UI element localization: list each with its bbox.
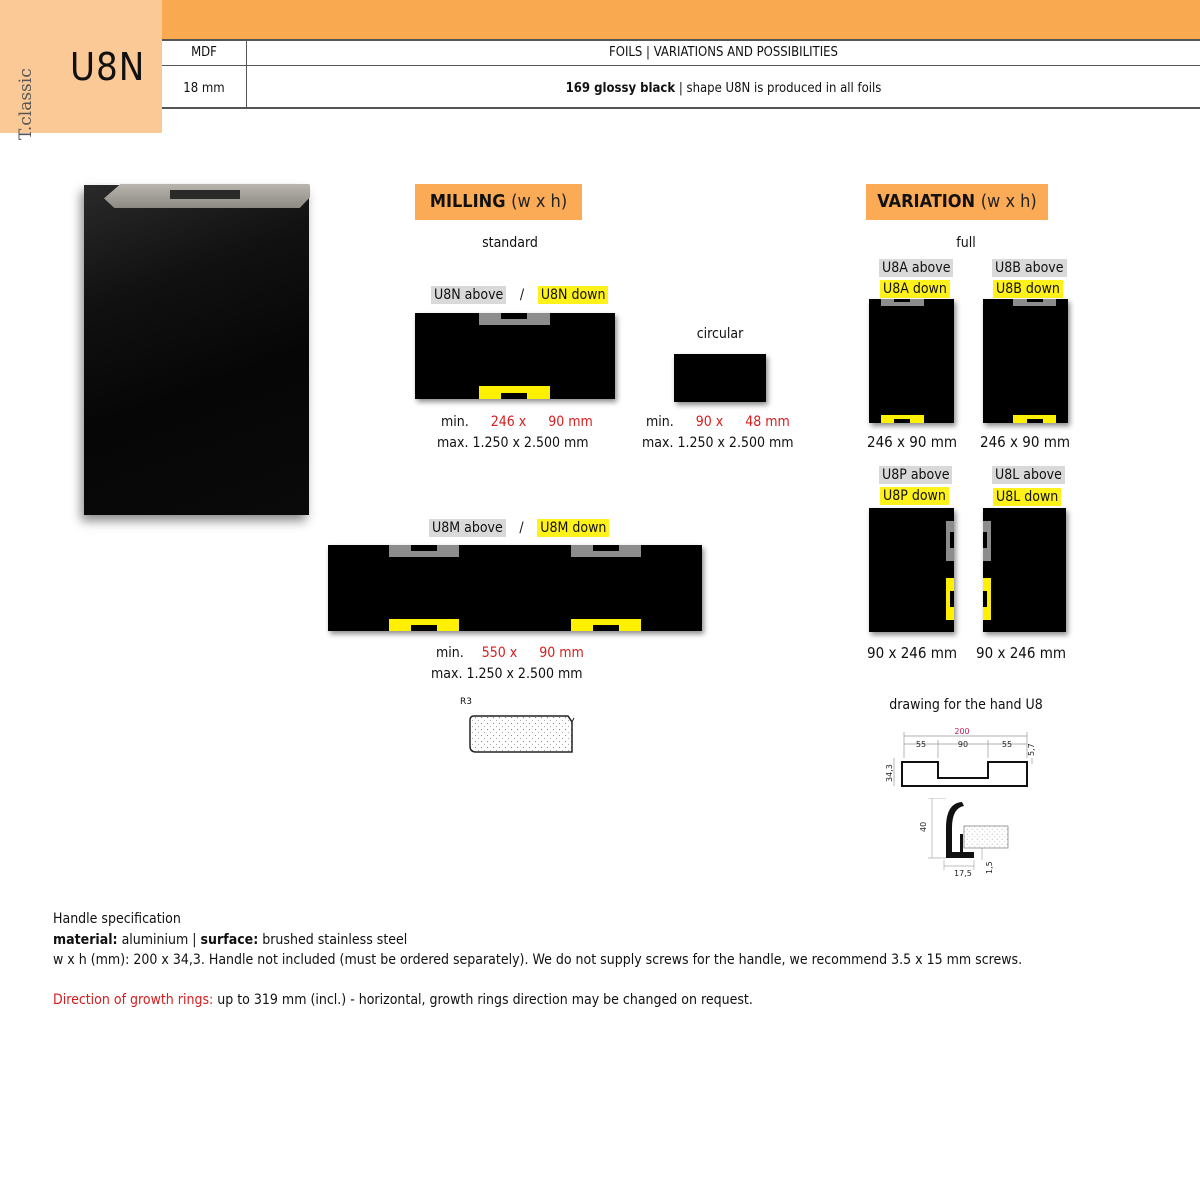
u8p-size: 90 x 246 mm <box>867 644 958 662</box>
handle-slot <box>501 393 527 399</box>
handle-slot <box>501 313 527 319</box>
full-label: full <box>956 235 976 251</box>
milling-title <box>415 184 582 220</box>
handle-slot <box>950 591 954 607</box>
door-handle-slot <box>170 190 240 199</box>
milling-title-unit: (w x h) <box>511 191 568 212</box>
standard-min <box>441 414 593 430</box>
handle-slot <box>894 299 910 302</box>
handle-slot <box>950 532 954 548</box>
handle-slot <box>411 625 437 631</box>
tag-u8m-down: U8M down <box>537 519 609 537</box>
min-height: 90 mm <box>539 645 584 661</box>
handle-slot <box>1027 299 1043 302</box>
handle-slot <box>593 625 619 631</box>
model-code: U8N <box>70 45 146 89</box>
growth-label: Direction of growth rings: <box>53 992 214 1008</box>
min-label: min. <box>646 414 674 430</box>
u8m-max: max. 1.250 x 2.500 mm <box>431 666 583 682</box>
dim-right: 55 <box>1001 740 1013 749</box>
u8a-size: 246 x 90 mm <box>867 433 958 451</box>
standard-max: max. 1.250 x 2.500 mm <box>437 435 589 451</box>
foils-description <box>247 81 1200 96</box>
foils-label: FOILS | VARIATIONS AND POSSIBILITIES <box>609 45 838 60</box>
tag-slash: / <box>519 287 525 303</box>
min-width: 246 x <box>490 414 527 430</box>
u8m-min <box>436 645 584 661</box>
handle-profile-drawing <box>916 798 1016 880</box>
dim-mid: 90 <box>957 740 969 749</box>
circular-min <box>646 414 790 430</box>
drawing-label: drawing for the hand U8 <box>889 697 1043 713</box>
milling-title-text: MILLING <box>429 191 506 212</box>
surface-value: brushed stainless steel <box>258 932 408 948</box>
min-width: 90 x <box>695 414 724 430</box>
thickness-value: 18 mm <box>183 81 225 96</box>
variation-title <box>866 184 1048 220</box>
u8m-tags <box>429 517 609 536</box>
dimensions-line: w x h (mm): 200 x 34,3. Handle not included (must be ordered separately). We do not supply screws for the handle, we recommend 3.5 x 15 mm screws. <box>53 952 1023 968</box>
handle-spec-title: Handle specification <box>53 911 181 927</box>
variation-title-text: VARIATION <box>877 191 976 212</box>
circular-panel <box>674 354 766 402</box>
min-height: 90 mm <box>548 414 593 430</box>
foil-note: | shape U8N is produced in all foils <box>675 81 882 96</box>
u8m-panel <box>328 545 702 631</box>
header-divider <box>162 107 1200 109</box>
edge-profile-drawing <box>468 710 578 758</box>
handle-slot <box>411 545 437 551</box>
dim-profile-thickness: 1,5 <box>985 861 994 874</box>
header-band <box>162 0 1200 40</box>
standard-label: standard <box>482 235 538 251</box>
tag-u8n-above: U8N above <box>431 286 506 304</box>
brand-text: T.classic <box>16 68 36 140</box>
tag-u8p-above: U8P above <box>879 466 952 484</box>
tag-u8a-above: U8A above <box>879 259 953 277</box>
material-value: aluminium | <box>117 932 201 948</box>
handle-slot <box>983 591 987 607</box>
mdf-label: MDF <box>191 45 217 60</box>
u8a-panel <box>869 299 954 423</box>
handle-slot <box>983 532 987 548</box>
dim-profile-width: 17,5 <box>954 869 972 878</box>
dim-depth: 5,7 <box>1027 743 1036 756</box>
u8l-size: 90 x 246 mm <box>976 644 1067 662</box>
brand-logo <box>6 30 46 140</box>
header-divider <box>162 65 1200 66</box>
tag-u8p-down: U8P down <box>880 487 949 505</box>
circular-label: circular <box>696 326 744 342</box>
variation-title-unit: (w x h) <box>980 191 1037 212</box>
material-line <box>53 932 407 948</box>
dim-left: 55 <box>915 740 927 749</box>
tag-slash: / <box>519 520 524 536</box>
handle-slot <box>894 419 910 423</box>
growth-value: up to 319 mm (incl.) - horizontal, growth rings direction may be changed on request. <box>213 992 753 1008</box>
circular-max: max. 1.250 x 2.500 mm <box>642 435 794 451</box>
tag-u8l-above: U8L above <box>992 466 1065 484</box>
door-image <box>84 185 309 515</box>
edge-radius-label: R3 <box>460 697 472 707</box>
growth-line <box>53 992 753 1008</box>
u8n-tags <box>431 284 608 303</box>
surface-label: surface: <box>200 932 259 948</box>
tag-u8b-down: U8B down <box>993 280 1063 298</box>
u8p-panel <box>869 508 954 632</box>
tag-u8l-down: U8L down <box>993 488 1061 506</box>
handle-slot <box>593 545 619 551</box>
min-label: min. <box>436 645 464 661</box>
min-height: 48 mm <box>745 414 790 430</box>
dim-height: 34,3 <box>885 764 894 782</box>
tag-u8b-above: U8B above <box>992 259 1067 277</box>
min-width: 550 x <box>481 645 518 661</box>
tag-u8a-down: U8A down <box>880 280 950 298</box>
dim-total: 200 <box>954 727 970 736</box>
material-label: material: <box>53 932 118 948</box>
tag-u8n-down: U8N down <box>538 286 609 304</box>
handle-front-drawing <box>882 722 1042 797</box>
handle-slot <box>1027 419 1043 423</box>
dim-profile-height: 40 <box>919 821 928 832</box>
tag-u8m-above: U8M above <box>429 519 506 537</box>
header-divider <box>162 39 1200 41</box>
foil-name: 169 glossy black <box>565 81 676 96</box>
u8b-size: 246 x 90 mm <box>980 433 1071 451</box>
u8l-panel <box>983 508 1066 632</box>
min-label: min. <box>441 414 469 430</box>
u8b-panel <box>983 299 1068 423</box>
